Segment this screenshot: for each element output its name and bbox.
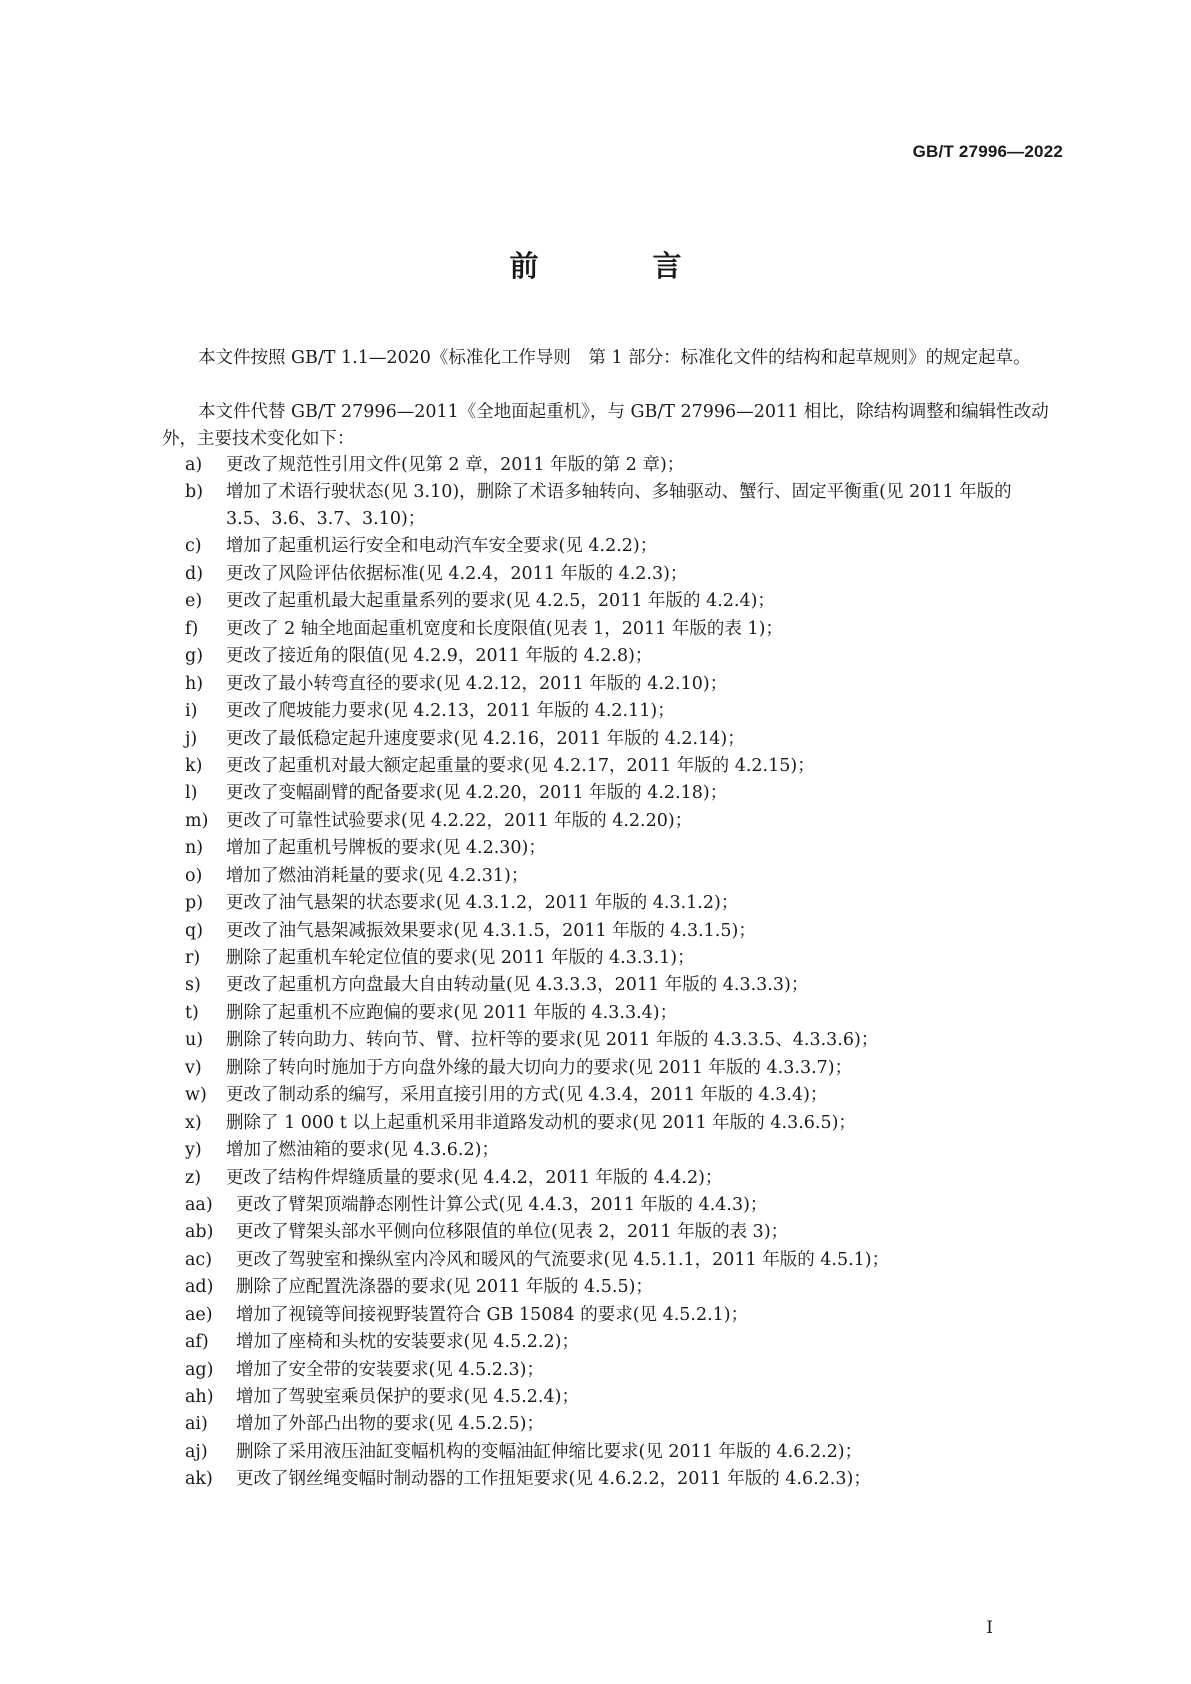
list-item-tag: af) [185,1332,209,1353]
list-item [0,1466,1062,1493]
list-item [0,890,1062,917]
list-item-tag: h) [185,673,204,694]
list-item-text: 更改了制动系的编写，采用直接引用的方式(见 4.3.4，2011 年版的 4.3.4)； [226,1085,828,1106]
list-item-text: 删除了应配置洗涤器的要求(见 2011 年版的 4.5.5)； [236,1277,653,1298]
list-item-text: 增加了视镜等间接视野装置符合 GB 15084 的要求(见 4.5.2.1)； [236,1304,749,1325]
list-item-tag: s) [185,975,201,996]
list-item [0,972,1062,999]
list-item-tag: p) [185,893,204,914]
list-item [0,1027,1062,1054]
list-item [0,753,1062,780]
list-item-tag: k) [185,755,203,776]
list-item-tag: ai) [185,1414,208,1435]
list-item-text: 增加了驾驶室乘员保护的要求(见 4.5.2.4)； [236,1387,579,1407]
list-item-text: 更改了臂架头部水平侧向位移限值的单位(见表 2，2011 年版的表 3)； [236,1222,789,1243]
technical-changes-list [0,452,1191,1494]
list-item [0,479,1062,533]
list-item-tag: w) [185,1085,207,1106]
list-item-text: 删除了起重机不应跑偏的要求(见 2011 年版的 4.3.3.4)； [226,1002,678,1023]
list-item [0,1411,1062,1438]
list-item [0,863,1062,890]
list-item [0,945,1062,972]
list-item-tag: g) [185,646,204,667]
list-item [0,1192,1062,1219]
list-item-text: 更改了变幅副臂的配备要求(见 4.2.20，2011 年版的 4.2.18)； [226,783,728,804]
list-item [0,588,1062,615]
list-item [0,643,1062,670]
list-item-text: 更改了可靠性试验要求(见 4.2.22，2011 年版的 4.2.20)； [226,810,693,831]
list-item [0,452,1062,479]
list-item-tag: j) [185,728,198,749]
list-item-text: 删除了起重机车轮定位值的要求(见 2011 年版的 4.3.3.1)； [226,948,695,968]
list-item-text: 删除了转向助力、转向节、臂、拉杆等的要求(见 2011 年版的 4.3.3.5、4.3.3.6)； [226,1030,879,1051]
list-item [0,616,1062,643]
list-item [0,671,1062,698]
list-item-text: 更改了油气悬架的状态要求(见 4.3.1.2，2011 年版的 4.3.1.2)； [226,893,739,914]
list-item-tag: ae) [185,1304,213,1325]
list-item-tag: c) [185,536,202,557]
list-item-tag: ac) [185,1249,213,1270]
list-item-text: 更改了 2 轴全地面起重机宽度和长度限值(见表 1，2011 年版的表 1)； [226,618,783,639]
list-item-tag: v) [185,1057,202,1078]
list-item-text: 更改了驾驶室和操纵室内冷风和暖风的气流要求(见 4.5.1.1，2011 年版的 4.5.1)； [236,1249,890,1270]
list-item-tag: n) [185,838,204,859]
list-item-tag: o) [185,865,203,886]
list-item-text: 更改了接近角的限值(见 4.2.9，2011 年版的 4.2.8)； [226,646,653,667]
list-item-tag: i) [185,701,198,722]
list-item [0,1055,1062,1082]
list-item [0,1000,1062,1027]
list-item-tag: t) [185,1002,199,1023]
intro-paragraph-replacement: 本文件代替 GB/T 27996—2011《全地面起重机》，与 GB/T 27996—2011 相比，除结构调整和编辑性改动外，主要技术变化如下： [162,402,1049,449]
list-item-tag: ah) [185,1387,214,1407]
list-item-text: 增加了外部凸出物的要求(见 4.5.2.5)； [236,1414,544,1435]
list-item-tag: ag) [185,1359,214,1380]
list-item-text: 增加了术语行驶状态(见 3.10)，删除了术语多轴转向、多轴驱动、蟹行、固定平衡重(见 2011 年版的 3.5、3.6、3.7、3.10)； [226,482,1012,530]
page-title: 前 言 [509,249,734,283]
list-item [0,1357,1062,1384]
list-item-text: 增加了安全带的安装要求(见 4.5.2.3)； [236,1359,544,1380]
list-item-tag: m) [185,810,209,831]
list-item-tag: y) [185,1140,202,1161]
list-item [0,1439,1062,1466]
list-item-text: 更改了最小转弯直径的要求(见 4.2.12，2011 年版的 4.2.10)； [226,673,728,694]
list-item-text: 更改了最低稳定起升速度要求(见 4.2.16，2011 年版的 4.2.14)； [226,728,745,749]
list-item [0,1219,1062,1246]
list-item-tag: aj) [185,1441,208,1462]
list-item-text: 更改了结构件焊缝质量的要求(见 4.4.2，2011 年版的 4.4.2)； [226,1167,723,1188]
list-item [0,780,1062,807]
list-item-tag: ak) [185,1469,213,1490]
list-item-text: 更改了起重机对最大额定起重量的要求(见 4.2.17，2011 年版的 4.2.15)； [226,755,815,776]
list-item [0,1247,1062,1274]
list-item [0,1329,1062,1356]
list-item-text: 增加了燃油箱的要求(见 4.3.6.2)； [226,1140,499,1161]
list-item [0,1302,1062,1329]
list-item-text: 更改了爬坡能力要求(见 4.2.13，2011 年版的 4.2.11)； [226,701,675,722]
list-item [0,1082,1062,1109]
list-item-tag: aa) [185,1194,213,1215]
list-item-tag: f) [185,618,199,639]
standard-code: GB/T 27996—2022 [912,142,1063,161]
list-item-tag: d) [185,563,204,584]
list-item-text: 更改了起重机方向盘最大自由转动量(见 4.3.3.3，2011 年版的 4.3.3.3)； [226,975,809,996]
page-number: I [986,1618,993,1638]
list-item-text: 删除了转向时施加于方向盘外缘的最大切向力的要求(见 2011 年版的 4.3.3.7)； [226,1057,853,1078]
list-item [0,808,1062,835]
list-item-tag: x) [185,1112,202,1133]
list-item-text: 增加了燃油消耗量的要求(见 4.2.31)； [226,865,529,886]
list-item-tag: ad) [185,1277,214,1298]
list-item-text: 增加了起重机号牌板的要求(见 4.2.30)； [226,838,546,859]
list-item-text: 删除了采用液压油缸变幅机构的变幅油缸伸缩比要求(见 2011 年版的 4.6.2.2)； [236,1441,863,1462]
list-item [0,726,1062,753]
list-item [0,561,1062,588]
list-item [0,1384,1062,1411]
list-item-tag: b) [185,482,204,503]
list-item-tag: ab) [185,1222,214,1243]
list-item-text: 更改了风险评估依据标准(见 4.2.4，2011 年版的 4.2.3)； [226,563,688,584]
list-item-text: 更改了规范性引用文件(见第 2 章，2011 年版的第 2 章)； [226,455,685,475]
list-item-text: 更改了起重机最大起重量系列的要求(见 4.2.5，2011 年版的 4.2.4)； [226,591,775,612]
list-item [0,533,1062,560]
list-item-tag: u) [185,1030,204,1051]
list-item [0,1110,1062,1137]
list-item-tag: l) [185,783,198,804]
list-item-tag: z) [185,1167,202,1188]
list-item-tag: r) [185,948,201,968]
list-item-tag: a) [185,455,203,475]
list-item-text: 更改了钢丝绳变幅时制动器的工作扭矩要求(见 4.6.2.2，2011 年版的 4.6.2.3)； [236,1469,871,1490]
list-item [0,1165,1062,1192]
list-item-tag: q) [185,920,204,941]
list-item [0,698,1062,725]
list-item-text: 更改了臂架顶端静态刚性计算公式(见 4.4.3，2011 年版的 4.4.3)； [236,1194,768,1215]
list-item [0,918,1062,945]
list-item-text: 删除了 1 000 t 以上起重机采用非道路发动机的要求(见 2011 年版的 4.3.6.5)； [226,1112,856,1133]
list-item-text: 增加了起重机运行安全和电动汽车安全要求(见 4.2.2)； [226,536,658,557]
list-item [0,835,1062,862]
intro-paragraph-drafting-rules: 本文件按照 GB/T 1.1—2020《标准化工作导则 第 1 部分：标准化文件的结构和起草规则》的规定起草。 [198,348,1031,368]
list-item-tag: e) [185,591,203,612]
list-item-text: 更改了油气悬架减振效果要求(见 4.3.1.5，2011 年版的 4.3.1.5)； [226,920,756,941]
list-item [0,1274,1062,1301]
list-item-text: 增加了座椅和头枕的安装要求(见 4.5.2.2)； [236,1332,579,1353]
list-item [0,1137,1062,1164]
